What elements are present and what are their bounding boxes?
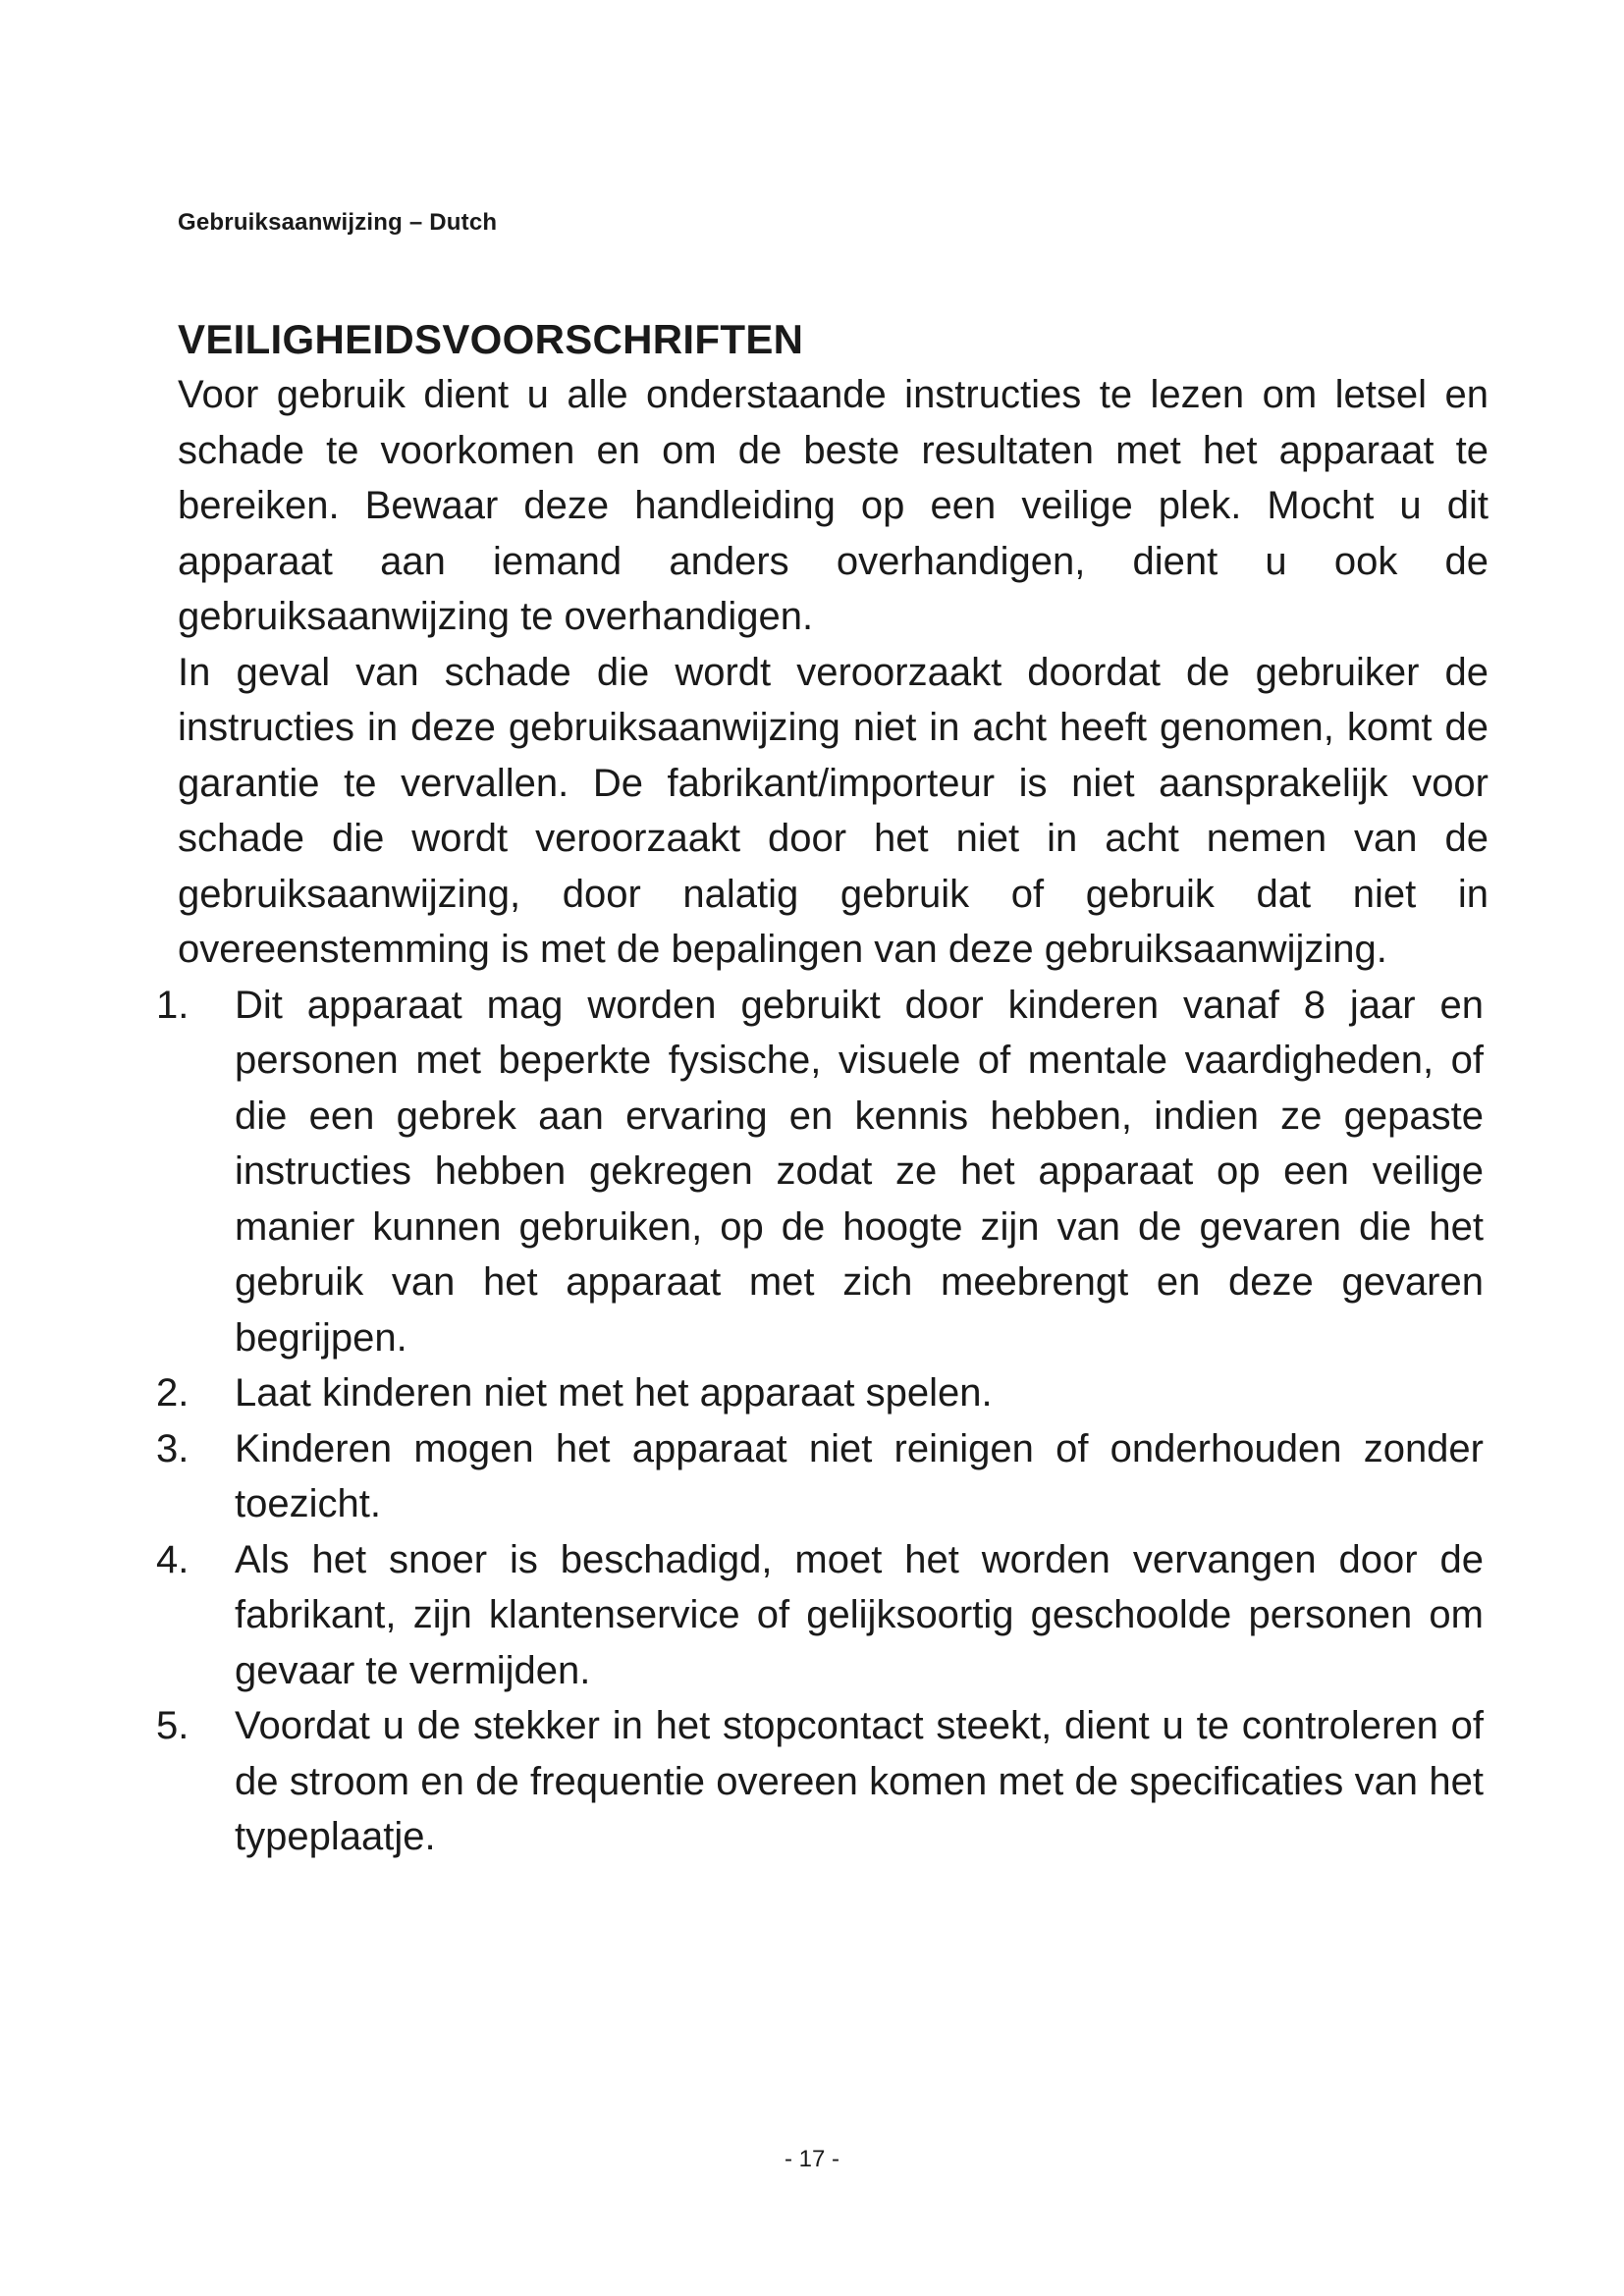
list-item-number: 3. xyxy=(156,1426,189,1470)
list-item-text: Voordat u de stekker in het stopcontact steekt, dient u te controleren of de stroom en de frequentie overeen komen met de specificaties van het typeplaatje. xyxy=(235,1704,1484,1858)
list-item-text: Dit apparaat mag worden gebruikt door kinderen vanaf 8 jaar en personen met beperkte fysische, visuele of mentale vaardigheden, of die een gebrek aan ervaring en kennis hebben, indien ze gepaste instructies hebben gekregen zodat ze het apparaat op een veilige manier kunnen gebruiken, op de hoogte zijn van de gevaren die het gebruik van het apparaat met zich meebrengt en deze gevaren begrijpen. xyxy=(235,983,1484,1360)
list-item xyxy=(156,978,1484,1366)
safety-list xyxy=(156,978,1484,1865)
running-header: Gebruiksaanwijzing – Dutch xyxy=(178,209,498,236)
page-number: - 17 - xyxy=(784,2146,839,2172)
list-item-text: Kinderen mogen het apparaat niet reinigen of onderhouden zonder toezicht. xyxy=(235,1426,1484,1525)
list-item-number: 1. xyxy=(156,983,189,1027)
list-item xyxy=(156,1698,1484,1865)
list-item-text: Laat kinderen niet met het apparaat spelen. xyxy=(235,1371,993,1415)
list-item xyxy=(156,1421,1484,1532)
list-item-number: 2. xyxy=(156,1371,189,1415)
section-title: VEILIGHEIDSVOORSCHRIFTEN xyxy=(178,316,804,362)
list-item-number: 5. xyxy=(156,1704,189,1747)
list-item xyxy=(156,1365,1484,1421)
intro-paragraph: Voor gebruik dient u alle onderstaande instructies te lezen om letsel en schade te voorkomen en om de beste resultaten met het apparaat te bereiken. Bewaar deze handleiding op een veilige plek. Mocht u dit apparaat aan iemand anders overhandigen, dient u ook de gebruiksaanwijzing te overhandigen. xyxy=(178,373,1489,638)
safety-section xyxy=(156,312,1489,1865)
list-item-text: Als het snoer is beschadigd, moet het worden vervangen door de fabrikant, zijn klantenservice of gelijksoortig geschoolde personen om gevaar te vermijden. xyxy=(235,1537,1484,1692)
list-item-number: 4. xyxy=(156,1537,189,1581)
warranty-paragraph: In geval van schade die wordt veroorzaakt doordat de gebruiker de instructies in deze gebruiksaanwijzing niet in acht heeft genomen, komt de garantie te vervallen. De fabrikant/importeur is niet aansprakelijk voor schade die wordt veroorzaakt door het niet in acht nemen van de gebruiksaanwijzing, door nalatig gebruik of gebruik dat niet in overeenstemming is met de bepalingen van deze gebruiksaanwijzing. xyxy=(178,650,1489,971)
list-item xyxy=(156,1532,1484,1699)
